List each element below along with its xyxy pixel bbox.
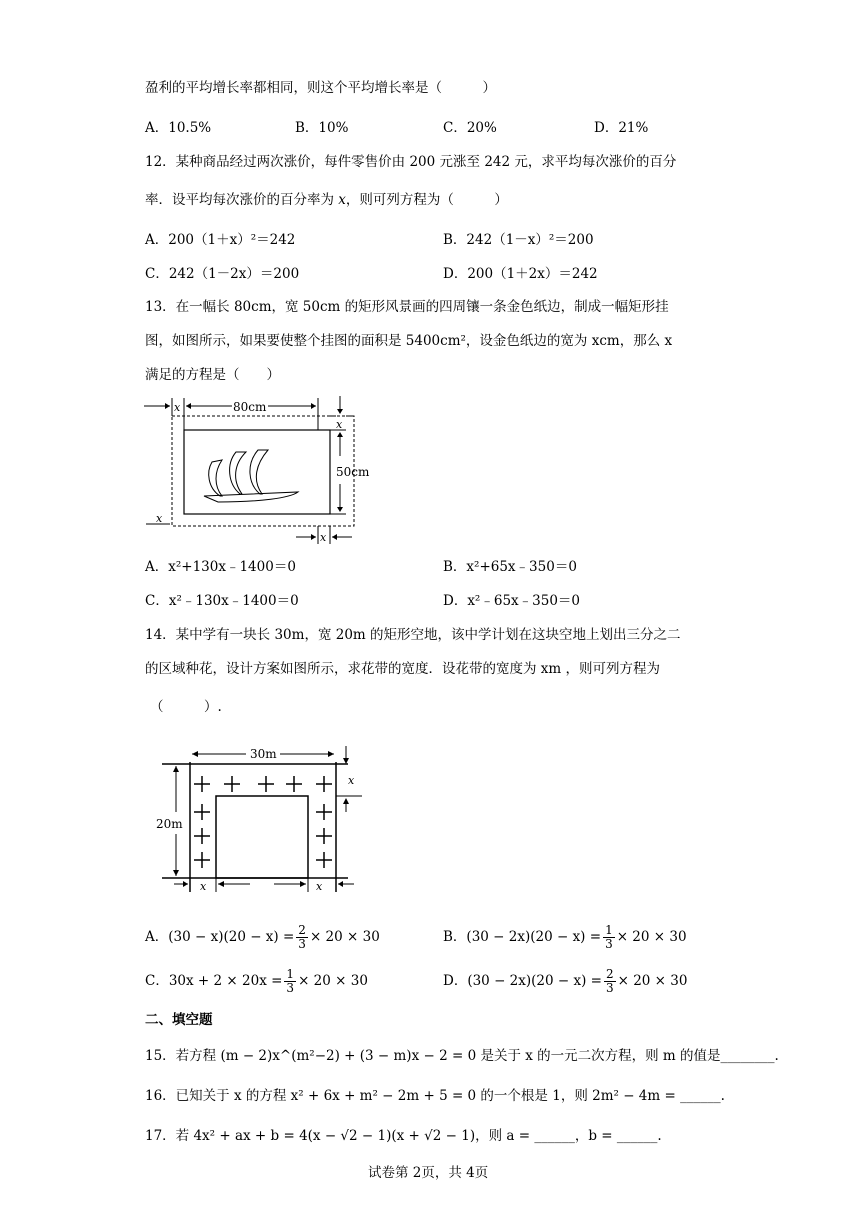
q14-option-d: D．(30 − 2x)(20 − x) = $\frac{2}{3}$ × 20 × 30 <box>443 967 688 995</box>
q13-figure-x-bottom-left: x <box>156 512 163 525</box>
q14-line3: （ ）. <box>150 699 222 715</box>
q13-figure-x-top: x <box>174 401 181 414</box>
q14-figure-x-bottom-right: x <box>316 880 323 893</box>
q14-line2: 的区域种花，设计方案如图所示，求花带的宽度．设花带的宽度为 xm ，则可列方程为 <box>145 661 660 677</box>
section2-title: 二、填空题 <box>145 1012 213 1028</box>
q14-figure-x-bottom-left: x <box>200 880 207 893</box>
q12-option-c: C．242（1－2x）＝200 <box>145 266 300 282</box>
q14-option-c-fraction: $\frac{1}{3}$ <box>286 967 295 995</box>
q13-line3: 满足的方程是（ ） <box>145 367 280 383</box>
q13-option-a: A．x²+130x﹣1400＝0 <box>145 559 296 575</box>
q16-text: 16．已知关于 x 的方程 x² + 6x + m² − 2m + 5 = 0 的一个根是 1，则 2m² − 4m = ______. <box>145 1088 725 1104</box>
q12-option-a: A．200（1＋x）²＝242 <box>145 232 296 248</box>
q11-option-d: D．21% <box>594 120 649 136</box>
q17-text: 17．若 4x² + ax + b = 4(x − √2 − 1)(x + √2 − 1)，则 a = ______，b = ______. <box>145 1128 662 1144</box>
q13-figure-side-label: 50cm <box>336 465 370 479</box>
q12-option-b: B．242（1－x）²＝200 <box>443 232 594 248</box>
q11-option-a: A．10.5% <box>145 120 212 136</box>
q13-figure-x-right: x <box>336 418 343 431</box>
q13-option-b: B．x²+65x﹣350＝0 <box>443 559 577 575</box>
q14-option-a: A．(30 − x)(20 − x) = $\frac{2}{3}$ × 20 × 30 <box>145 923 380 951</box>
q14-option-a-fraction: $\frac{2}{3}$ <box>298 923 306 951</box>
q14-figure-top-label: 30m <box>250 747 277 761</box>
q14-option-b: B．(30 − 2x)(20 − x) = $\frac{1}{3}$ × 20 × 30 <box>443 923 687 951</box>
q14-figure-side-label: 20m <box>156 817 183 831</box>
q12-line2: 率．设平均每次涨价的百分率为 x，则可列方程为（ ） <box>145 192 508 208</box>
q12-line1: 12．某种商品经过两次涨价，每件零售价由 200 元涨至 242 元，求平均每次涨价的百分 <box>145 154 677 170</box>
q13-figure-top-label: 80cm <box>233 400 267 414</box>
q13-line2: 图，如图所示，如果要使整个挂图的面积是 5400cm²，设金色纸边的宽为 xcm，那么 x <box>145 333 673 349</box>
q13-option-d: D．x²﹣65x﹣350＝0 <box>443 593 580 609</box>
page-footer: 试卷第 2页，共 4页 <box>368 1165 489 1181</box>
q14-option-b-fraction: $\frac{1}{3}$ <box>605 923 613 951</box>
q14-option-c: C．30x + 2 × 20x = $\frac{1}{3}$ × 20 × 30 <box>145 967 368 995</box>
q14-figure <box>150 742 370 894</box>
q14-line1: 14．某中学有一块长 30m，宽 20m 的矩形空地，该中学计划在这块空地上划出三分之二 <box>145 627 681 643</box>
q13-figure-x-bottom-right: x <box>320 531 327 544</box>
q11-stem-tail: 盈利的平均增长率都相同，则这个平均增长率是（ ） <box>145 80 496 96</box>
q11-option-b: B．10% <box>295 120 349 136</box>
q15-text: 15．若方程 (m − 2)x^(m²−2) + (3 − m)x − 2 = 0 是关于 x 的一元二次方程，则 m 的值是________. <box>145 1048 779 1064</box>
q11-option-c: C．20% <box>443 120 497 136</box>
q13-option-c: C．x²﹣130x﹣1400＝0 <box>145 593 299 609</box>
q13-figure <box>140 392 380 552</box>
q13-line1: 13．在一幅长 80cm，宽 50cm 的矩形风景画的四周镶一条金色纸边，制成一幅矩形挂 <box>145 299 669 315</box>
q12-option-d: D．200（1＋2x）＝242 <box>443 266 598 282</box>
q14-option-d-fraction: $\frac{2}{3}$ <box>605 967 614 995</box>
q14-figure-x-right: x <box>348 774 355 787</box>
